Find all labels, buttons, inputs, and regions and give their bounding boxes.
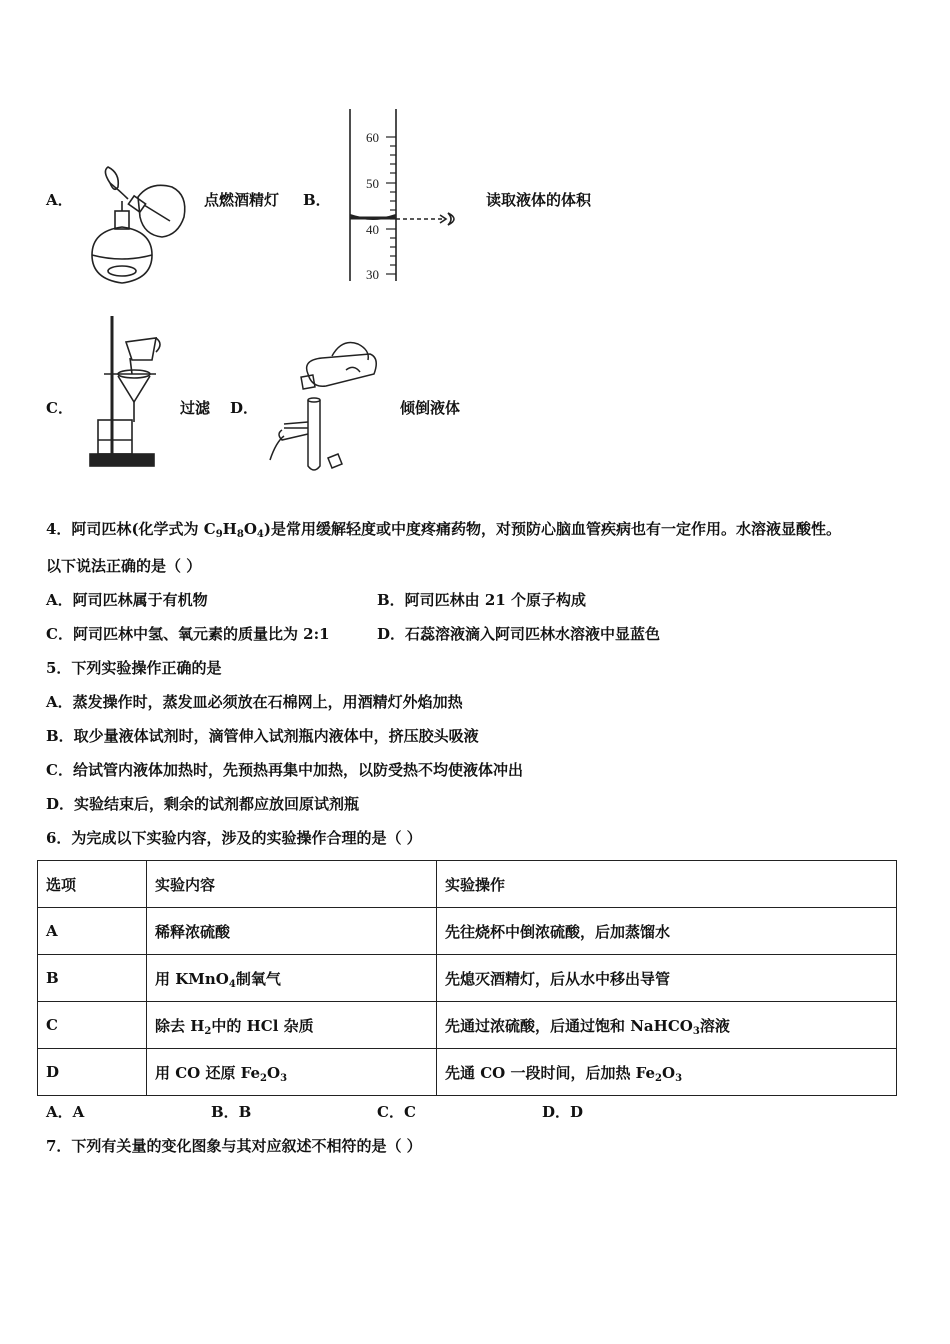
graduated-cylinder-figure [340, 105, 470, 285]
option-c-caption: 过滤 [180, 399, 211, 417]
pouring-liquid-figure [262, 330, 387, 480]
option-d-letter: D． [230, 399, 259, 417]
q6-stem: 6．为完成以下实验内容，涉及的实验操作合理的是（ ） [46, 829, 422, 847]
scale-label-40: 40 [366, 222, 379, 237]
q4-stem-line2: 以下说法正确的是（ ） [46, 557, 202, 575]
row-a-option: A [38, 908, 147, 955]
q4-option-c: C．阿司匹林中氢、氧元素的质量比为 2:1 [46, 625, 330, 643]
option-c-letter: C． [46, 399, 73, 417]
option-b-letter: B． [303, 191, 331, 209]
table-row [38, 1049, 897, 1096]
q6-table [37, 860, 897, 1096]
row-d-option: D [38, 1049, 147, 1096]
table-row [38, 1002, 897, 1049]
q4-option-d: D．石蕊溶液滴入阿司匹林水溶液中显蓝色 [377, 625, 661, 643]
row-c-operation: 先通过浓硫酸，后通过饱和 NaHCO$_3$溶液 [437, 1002, 897, 1049]
filtration-setup-figure [74, 312, 184, 482]
table-row [38, 955, 897, 1002]
row-b-option: B [38, 955, 147, 1002]
row-d-content: 用 CO 还原 $Fe_2O_3$ [147, 1049, 437, 1096]
q6-answer-b: B．B [211, 1103, 252, 1121]
option-a-letter: A． [46, 191, 73, 209]
scale-label-50: 50 [366, 176, 379, 191]
q6-answer-d: D．D [542, 1103, 584, 1121]
header-operation: 实验操作 [437, 861, 897, 908]
q6-answer-c: C．C [377, 1103, 416, 1121]
q7-stem: 7．下列有关量的变化图象与其对应叙述不相符的是（ ） [46, 1137, 422, 1155]
scale-label-30: 30 [366, 267, 379, 282]
q5-option-a: A．蒸发操作时，蒸发皿必须放在石棉网上，用酒精灯外焰加热 [46, 693, 463, 711]
row-c-option: C [38, 1002, 147, 1049]
option-d-caption: 倾倒液体 [400, 399, 461, 417]
q4-option-a: A．阿司匹林属于有机物 [46, 591, 208, 609]
header-content: 实验内容 [147, 861, 437, 908]
row-c-content: 除去 $H_2$中的 HCl 杂质 [147, 1002, 437, 1049]
q5-option-d: D．实验结束后，剩余的试剂都应放回原试剂瓶 [46, 795, 360, 813]
row-a-operation: 先往烧杯中倒浓硫酸，后加蒸馏水 [437, 908, 897, 955]
q4-stem: 4．阿司匹林(化学式为 $C_9H_8O_4$)是常用缓解轻度或中度疼痛药物，对预防心脑血管疾病也有一定作用。水溶液显酸性。 [46, 520, 841, 540]
row-a-content: 稀释浓硫酸 [147, 908, 437, 955]
row-b-operation: 先熄灭酒精灯，后从水中移出导管 [437, 955, 897, 1002]
option-a-caption: 点燃酒精灯 [204, 191, 280, 209]
alcohol-lamp-ignition-figure [80, 165, 195, 290]
q5-option-c: C．给试管内液体加热时，先预热再集中加热，以防受热不均使液体冲出 [46, 761, 523, 779]
q5-option-b: B．取少量液体试剂时，滴管伸入试剂瓶内液体中，挤压胶头吸液 [46, 727, 479, 745]
scale-label-60: 60 [366, 130, 379, 145]
q6-answer-a: A．A [46, 1103, 85, 1121]
table-header-row [38, 861, 897, 908]
row-b-content: 用 KMnO$_4$制氧气 [147, 955, 437, 1002]
row-d-operation: 先通 CO 一段时间，后加热 $Fe_2O_3$ [437, 1049, 897, 1096]
table-row [38, 908, 897, 955]
q5-stem: 5．下列实验操作正确的是 [46, 659, 222, 677]
header-option: 选项 [38, 861, 147, 908]
option-b-caption: 读取液体的体积 [486, 191, 592, 209]
q4-option-b: B．阿司匹林由 21 个原子构成 [377, 591, 586, 609]
